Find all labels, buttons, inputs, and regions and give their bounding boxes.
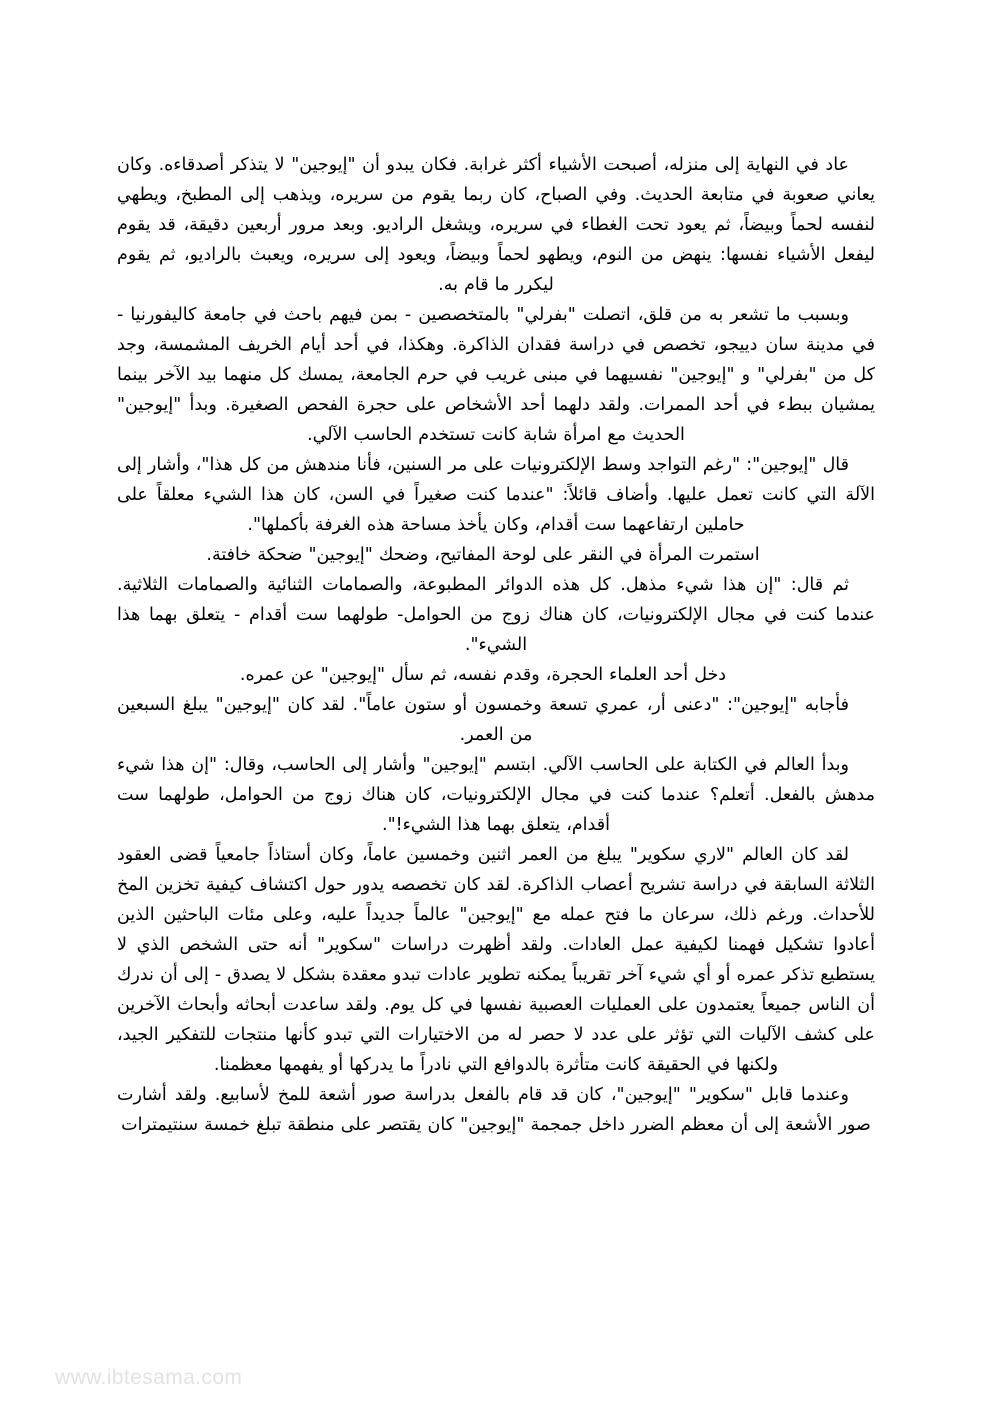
paragraph: لقد كان العالم "لاري سكوير" يبلغ من العمر اثنين وخمسين عاماً، وكان أستاذاً جامعياً قضى العقود الثلاثة السابقة في دراسة تشريح أعصاب الذاكرة. لقد كان تخصصه يدور حول اكتشاف كيفية تخزين المخ للأحداث. ورغم ذلك، سرعان ما فتح عمله مع "إيوجين" عالماً جديداً عليه، وعلى مئات الباحثين الذين أعادوا تشكيل فهمنا لكيفية عمل العادات. ولقد أظهرت دراسات "سكوير" أنه حتى الشخص الذي لا يستطيع تذكر عمره أو أي شيء آخر تقريباً يمكنه تطوير عادات تبدو معقدة بشكل لا يصدق - إلى أن ندرك أن الناس جميعاً يعتمدون على العمليات العصبية نفسها في كل يوم. ولقد ساعدت أبحاثه وأبحاث الآخرين على كشف الآليات التي تؤثر على عدد لا حصر له من الاختيارات التي تبدو كأنها منتجات للتفكير الجيد، ولكنها في الحقيقة كانت متأثرة بالدوافع التي نادراً ما يدركها أو يفهمها معظمنا. [117, 845, 875, 1075]
site-watermark: www.ibtesama.com [55, 1366, 243, 1389]
paragraph: وبسبب ما تشعر به من قلق، اتصلت "بفرلي" بالمتخصصين - بمن فيهم باحث في جامعة كاليفورنيا - في مدينة سان دييجو، تخصص في دراسة فقدان الذاكرة. وهكذا، في أحد أيام الخريف المشمسة، وجد كل من "بفرلي" و "إيوجين" نفسيهما في مبنى غريب في حرم الجامعة، يمسك كل منهما بيد الآخر بينما يمشيان ببطء في أحد الممرات. ولقد دلهما أحد الأشخاص على حجرة الفحص الصغيرة. وبدأ "إيوجين" الحديث مع امرأة شابة كانت تستخدم الحاسب الآلي. [117, 305, 875, 445]
paragraph: فأجابه "إيوجين": "دعنى أر، عمري تسعة وخمسون أو ستون عاماً". لقد كان "إيوجين" يبلغ السبعين من العمر. [117, 695, 849, 745]
paragraph: ثم قال: "إن هذا شيء مذهل. كل هذه الدوائر المطبوعة، والصمامات الثنائية والصمامات الثلاثية. عندما كنت في مجال الإلكترونيات، كان هناك زوج من الحوامل- طولهما ست أقدام - يتعلق بهما هذا الشيء". [117, 575, 875, 655]
paragraph: وعندما قابل "سكوير" "إيوجين"، كان قد قام بالفعل بدراسة صور أشعة للمخ لأسابيع. ولقد أشارت صور الأشعة إلى أن معظم الضرر داخل جمجمة "إيوجين" كان يقتصر على منطقة تبلغ خمسة سنتيمترات [117, 1085, 871, 1135]
paragraph: وبدأ العالم في الكتابة على الحاسب الآلي. ابتسم "إيوجين" وأشار إلى الحاسب، وقال: "إن هذا شيء مدهش بالفعل. أتعلم؟ عندما كنت في مجال الإلكترونيات، كان هناك زوج من الحوامل، طولهما ست أقدام، يتعلق بهما هذا الشيء!". [117, 755, 875, 835]
paragraph: قال "إيوجين": "رغم التواجد وسط الإلكترونيات على مر السنين، فأنا مندهش من كل هذا"، وأشار إلى الآلة التي كانت تعمل عليها. وأضاف قائلاً: "عندما كنت صغيراً في السن، كان هذا الشيء معلقاً على حاملين ارتفاعهما ست أقدام، وكان يأخذ مساحة هذه الغرفة بأكملها". [117, 455, 875, 535]
paragraph: عاد في النهاية إلى منزله، أصبحت الأشياء أكثر غرابة. فكان يبدو أن "إيوجين" لا يتذكر أصدقاءه. وكان يعاني صعوبة في متابعة الحديث. وفي الصباح، كان ربما يقوم من سريره، ويذهب إلى المطبخ، ويطهي لنفسه لحماً وبيضاً، ثم يعود تحت الغطاء في سريره، ويشغل الراديو. وبعد مرور أربعين دقيقة، قد يقوم ليفعل الأشياء نفسها: ينهض من النوم، ويطهو لحماً وبيضاً، ويعود إلى سريره، ويعبث بالراديو، ثم يقوم ليكرر ما قام به. [117, 155, 875, 295]
paragraph: استمرت المرأة في النقر على لوحة المفاتيح، وضحك "إيوجين" ضحكة خافتة. [206, 545, 760, 565]
document-text-column [117, 150, 875, 1140]
paragraph: دخل أحد العلماء الحجرة، وقدم نفسه، ثم سأل "إيوجين" عن عمره. [239, 665, 727, 685]
